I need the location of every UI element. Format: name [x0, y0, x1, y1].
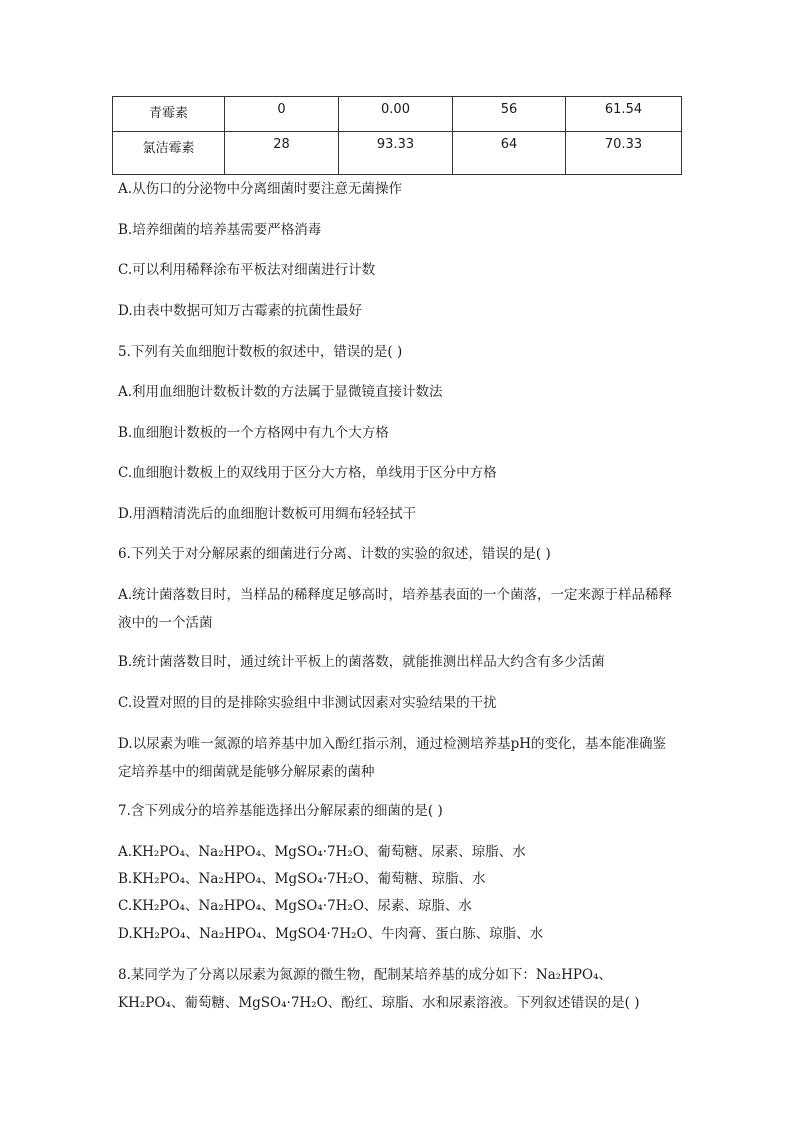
table-cell: 56 — [453, 97, 566, 132]
q7-stem: 7.含下列成分的培养基能选择出分解尿素的细菌的是( ) — [118, 803, 443, 819]
q4-option-b: B.培养细菌的培养基需要严格消毒 — [118, 222, 322, 238]
q8-stem: 8.某同学为了分离以尿素为氮源的微生物，配制某培养基的成分如下：Na₂HPO₄、KH₂PO₄、葡萄糖、MgSO₄·7H₂O、酚红、琼脂、水和尿素溶液。下列叙述错误的是( ) — [118, 967, 640, 1011]
table-cell: 0 — [225, 97, 339, 132]
q6-stem: 6.下列关于对分解尿素的细菌进行分离、计数的实验的叙述，错误的是( ) — [118, 546, 551, 562]
table-cell: 70.33 — [566, 132, 682, 175]
q7-option-c: C.KH₂PO₄、Na₂HPO₄、MgSO₄·7H₂O、尿素、琼脂、水 — [118, 898, 472, 914]
table-cell: 氯洁霉素 — [113, 132, 225, 175]
table-cell: 61.54 — [566, 97, 682, 132]
results-table-section — [112, 96, 681, 175]
q7-option-b: B.KH₂PO₄、Na₂HPO₄、MgSO₄·7H₂O、葡萄糖、琼脂、水 — [118, 871, 486, 887]
antibiotic-table — [112, 96, 682, 175]
q6-option-d: D.以尿素为唯一氮源的培养基中加入酚红指示剂，通过检测培养基pH的变化，基本能准确鉴定培养基中的细菌就是能够分解尿素的菌种 — [118, 736, 667, 780]
q5-stem: 5.下列有关血细胞计数板的叙述中，错误的是( ) — [118, 344, 403, 360]
q4-option-a: A.从伤口的分泌物中分离细菌时要注意无菌操作 — [118, 181, 403, 197]
q5-option-d: D.用酒精清洗后的血细胞计数板可用绸布轻轻拭干 — [118, 506, 417, 522]
table-cell: 0.00 — [339, 97, 453, 132]
q4-option-c: C.可以利用稀释涂布平板法对细菌进行计数 — [118, 262, 376, 278]
table-cell: 64 — [453, 132, 566, 175]
q5-option-c: C.血细胞计数板上的双线用于区分大方格，单线用于区分中方格 — [118, 465, 497, 481]
table-cell: 28 — [225, 132, 339, 175]
q7-option-a: A.KH₂PO₄、Na₂HPO₄、MgSO₄·7H₂O、葡萄糖、尿素、琼脂、水 — [118, 844, 526, 860]
q5-option-b: B.血细胞计数板的一个方格网中有九个大方格 — [118, 425, 389, 441]
q6-option-a: A.统计菌落数目时，当样品的稀释度足够高时，培养基表面的一个菌落，一定来源于样品稀释液中的一个活菌 — [118, 587, 673, 631]
table-cell: 青霉素 — [113, 97, 225, 132]
q5-option-a: A.利用血细胞计数板计数的方法属于显微镜直接计数法 — [118, 384, 443, 400]
table-row — [113, 132, 682, 175]
table-row — [113, 97, 682, 132]
table-cell: 93.33 — [339, 132, 453, 175]
q7-option-d: D.KH₂PO₄、Na₂HPO₄、MgSO4·7H₂O、牛肉膏、蛋白胨、琼脂、水 — [118, 926, 544, 942]
q4-option-d: D.由表中数据可知万古霉素的抗菌性最好 — [118, 303, 363, 319]
q6-option-b: B.统计菌落数目时，通过统计平板上的菌落数，就能推测出样品大约含有多少活菌 — [118, 654, 605, 670]
q6-option-c: C.设置对照的目的是排除实验组中非测试因素对实验结果的干扰 — [118, 695, 497, 711]
